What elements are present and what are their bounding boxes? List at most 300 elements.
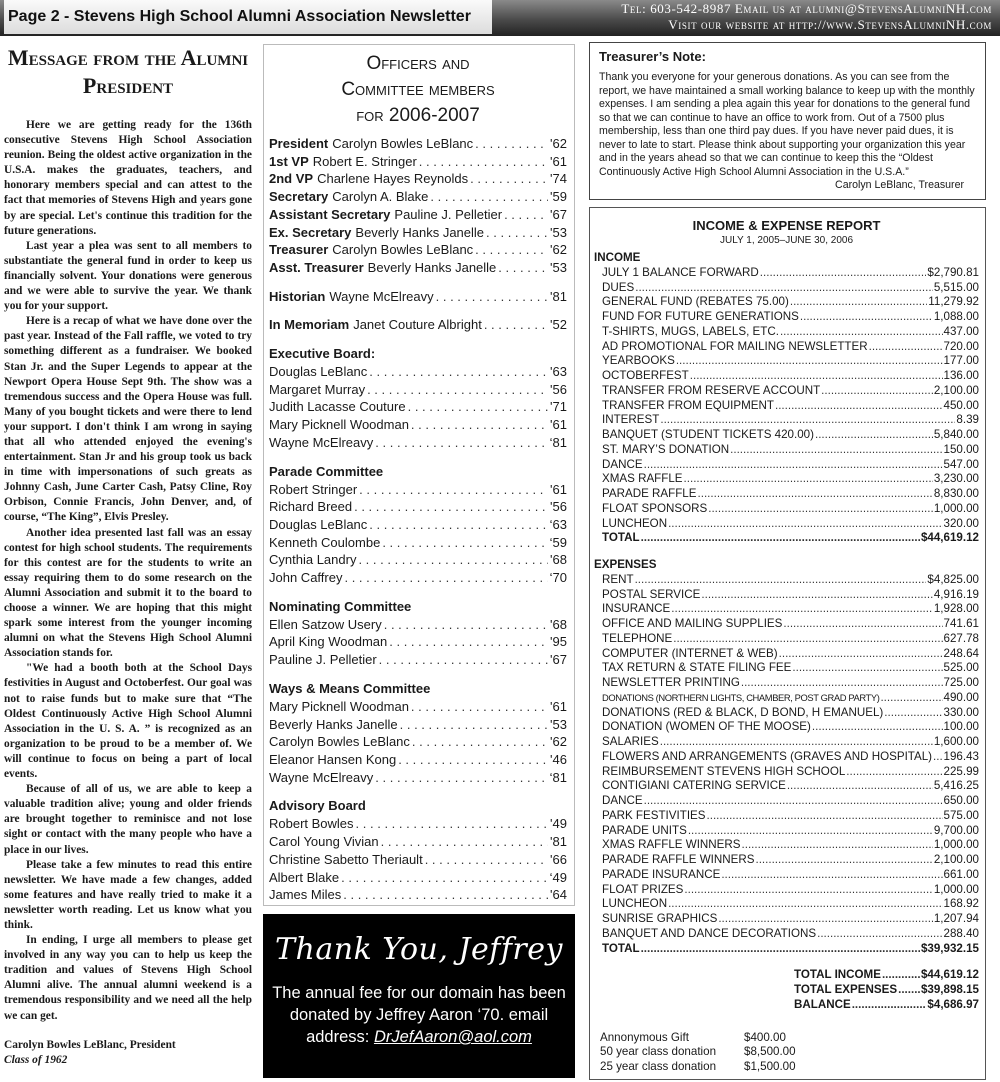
leader-dots — [701, 588, 932, 603]
expense-row — [594, 735, 979, 750]
expense-row-amount: 288.40 — [943, 926, 979, 940]
officers-box — [263, 44, 575, 906]
committee-member-row — [269, 769, 567, 787]
president-paragraph: Here we are getting ready for the 136th consecutive Stevens High School Association reunion. Being the oldest active organization in the U.S.A. makes the graduates, teachers, and honorary members special and can attest to the fact that memories of Stevens High and years gone by are special. Let's continue this tradition for the future generations. — [4, 119, 252, 237]
expense-row-amount: 5,416.25 — [933, 779, 979, 793]
summary-row-amount: $39,898.15 — [920, 983, 979, 996]
income-row-label: XMAS RAFFLE — [602, 472, 683, 486]
gift-label: Annonymous Gift — [600, 1030, 689, 1044]
president-class: Class of 1962 — [4, 1053, 68, 1066]
leader-dots — [367, 381, 548, 399]
expense-row-amount: 1,600.00 — [933, 735, 979, 748]
expense-row-label: PARK FESTIVITIES — [602, 808, 706, 822]
leader-dots — [676, 354, 943, 369]
officer-year: '53 — [550, 224, 567, 240]
expense-row-label: PARADE UNITS — [602, 823, 687, 837]
member-name: Cynthia Landry — [269, 552, 357, 568]
expense-row-amount: 330.00 — [943, 705, 979, 719]
expense-row — [594, 794, 979, 809]
gift-row — [600, 1031, 979, 1046]
member-name: Wayne McElreavy — [269, 769, 374, 785]
gift-amount: $8,500.00 — [744, 1045, 796, 1059]
income-row-label: DANCE — [602, 457, 643, 471]
expense-row-amount: 741.61 — [943, 617, 979, 630]
member-year: '62 — [550, 734, 567, 750]
income-row — [594, 399, 979, 414]
income-row-amount: 3,230.00 — [933, 472, 979, 486]
officer-role: Assistant Secretary — [269, 206, 391, 222]
leader-dots — [698, 487, 933, 502]
officer-year: '53 — [550, 259, 567, 275]
expense-row-label: REIMBURSEMENT STEVENS HIGH SCHOOL — [602, 764, 846, 778]
committee-heading: Nominating Committee — [269, 598, 412, 614]
summary-row-label: TOTAL INCOME — [794, 968, 881, 982]
member-year: '61 — [550, 698, 567, 714]
summary-row — [794, 983, 979, 998]
leader-dots — [708, 502, 933, 517]
income-row-label: JULY 1 BALANCE FORWARD — [602, 265, 759, 279]
member-name: Ellen Satzow Usery — [269, 616, 382, 632]
expense-row — [594, 573, 979, 588]
expense-row-amount: 1,000.00 — [933, 882, 979, 896]
president-paragraph: Please take a few minutes to read this entire newsletter. We have made a few changes, added some features and have really tried to make it a newsletter worth reading. Let us know what you think. — [4, 858, 252, 931]
income-row — [594, 369, 979, 384]
income-row-amount: 8.39 — [956, 413, 979, 427]
officer-name: Beverly Hanks Janelle — [367, 259, 497, 275]
leader-dots — [356, 815, 549, 833]
income-row-amount: 720.00 — [943, 339, 979, 353]
expense-row-label: DONATIONS (RED & BLACK, D BOND, H EMANUEL) — [602, 705, 884, 719]
president-message — [4, 44, 252, 1076]
expense-row-label: CONTIGIANI CATERING SERVICE — [602, 779, 786, 793]
leader-dots — [475, 241, 548, 259]
leader-dots — [644, 794, 943, 809]
leader-dots — [730, 443, 942, 458]
member-year: ‘59 — [549, 534, 567, 550]
income-row-label: INTEREST — [602, 413, 660, 427]
officer-name: Carolyn Bowles LeBlanc — [332, 136, 474, 151]
expense-row-label: XMAS RAFFLE WINNERS — [602, 838, 741, 852]
committee-member-row — [269, 733, 567, 751]
leader-dots — [369, 516, 547, 534]
income-row — [594, 310, 979, 325]
leader-dots — [933, 750, 942, 765]
summary-row — [794, 968, 979, 983]
expense-row-amount: 1,928.00 — [933, 602, 979, 616]
income-row-amount: $2,790.81 — [927, 265, 979, 279]
officer-name: Pauline J. Pelletier — [394, 206, 503, 222]
leader-dots — [379, 651, 548, 669]
income-row-label: OCTOBERFEST — [602, 369, 689, 382]
expense-row-label: PARADE RAFFLE WINNERS — [602, 853, 755, 866]
income-row — [594, 384, 979, 399]
income-row — [594, 428, 979, 443]
expense-row-amount: 490.00 — [943, 690, 979, 704]
committee-list — [269, 345, 567, 904]
treasurer-note-text: Thank you everyone for your generous donations. As you can see from the report, we have maintained a small working balance to keep up with the monthly expenses. I am sending a plea again this year for donations to the general fund so that we can continue to have an office to work from. Out of a 7500 plus membership, less than one third pay dues. If you have never paid dues, it is never to late to start. Please think about supporting your organization this year and in the years ahead so that we can continue to keep this the “Oldest Continuously Active High School Alumni Association in the U.S.A.” — [599, 71, 975, 178]
officer-row — [269, 316, 567, 334]
income-row — [594, 472, 979, 487]
income-row — [594, 340, 979, 355]
expense-row-amount: 248.64 — [943, 646, 979, 660]
leader-dots — [882, 968, 920, 983]
report-period: JULY 1, 2005–JUNE 30, 2006 — [719, 235, 854, 246]
leader-dots — [430, 188, 548, 206]
committee-member-row — [269, 815, 567, 833]
income-total-row — [594, 531, 979, 546]
leader-dots — [721, 868, 942, 883]
expense-row — [594, 632, 979, 647]
member-year: '49 — [550, 816, 567, 832]
member-name: Robert Bowles — [269, 816, 354, 832]
president-paragraph: Because of all of us, we are able to keep a valuable tradition alive; young and older friends are brought together to reminisce and not lose sight or contact with the many people who have a place in our lives. — [4, 783, 252, 856]
expense-row — [594, 927, 979, 942]
income-row-amount: 8,830.00 — [933, 487, 979, 500]
officer-row — [269, 224, 567, 242]
income-row-amount: 450.00 — [943, 398, 979, 412]
leader-dots — [341, 869, 548, 887]
gift-label: 50 year class donation — [600, 1045, 717, 1059]
expense-row-amount: 196.43 — [943, 749, 979, 763]
expense-row-amount: 525.00 — [943, 661, 979, 675]
expense-row-label: FLOWERS AND ARRANGEMENTS (GRAVES AND HOSPITAL) — [602, 749, 933, 763]
treasurer-note-title: Treasurer’s Note: — [599, 49, 706, 64]
leader-dots — [852, 998, 927, 1013]
leader-dots — [775, 399, 943, 414]
leader-dots — [486, 224, 548, 242]
expense-row — [594, 868, 979, 883]
gift-list — [594, 1031, 979, 1075]
leader-dots — [668, 897, 942, 912]
income-list — [594, 266, 979, 532]
member-year: ‘81 — [549, 434, 567, 450]
summary-row-label: BALANCE — [794, 997, 851, 1011]
committee-member-row — [269, 716, 567, 734]
income-row — [594, 413, 979, 428]
leader-dots — [382, 534, 547, 552]
income-row-label: LUNCHEON — [602, 516, 668, 530]
president-paragraph: "We had a booth both at the School Days festivities in August and Octoberfest. Our goal was not to raise funds but to make sure that “The Oldest Continuously Active High School Alumni Association in the U. S. A. ” is recognized as an organization to be proud to be a member of. We will continue to focus on being a part of local events. — [4, 662, 252, 781]
expense-row — [594, 824, 979, 839]
officer-row — [269, 259, 567, 277]
expense-row-amount: 725.00 — [943, 676, 979, 689]
leader-dots — [898, 983, 920, 998]
leader-dots — [718, 912, 933, 927]
expense-row — [594, 588, 979, 603]
leader-dots — [880, 691, 942, 706]
member-name: Carolyn Bowles LeBlanc — [269, 734, 410, 750]
member-year: ‘70 — [549, 570, 567, 586]
member-name: Pauline J. Pelletier — [269, 652, 377, 668]
expenses-total-label: TOTAL — [602, 941, 640, 955]
leader-dots — [375, 434, 547, 452]
leader-dots — [792, 661, 942, 676]
officer-name: Janet Couture Albright — [353, 317, 482, 333]
leader-dots — [821, 384, 933, 399]
member-year: ‘81 — [549, 769, 567, 785]
leader-dots — [707, 809, 943, 824]
leader-dots — [684, 472, 933, 487]
member-year: ‘49 — [549, 869, 567, 885]
member-year: ‘63 — [549, 516, 567, 532]
expense-row-label: NEWSLETTER PRINTING — [602, 676, 740, 689]
leader-dots — [741, 676, 943, 691]
officer-role: Ex. Secretary — [269, 224, 352, 240]
member-year: '46 — [550, 751, 567, 767]
thank-you-email-link[interactable]: DrJefAaron@aol.com — [373, 1028, 532, 1046]
committee-member-row — [269, 481, 567, 499]
leader-dots — [660, 735, 933, 750]
officer-year: '74 — [550, 171, 567, 187]
income-row-label: BANQUET (STUDENT TICKETS 420.00) — [602, 428, 814, 441]
income-row-amount: 547.00 — [943, 457, 979, 471]
officer-role: Historian — [269, 288, 326, 304]
officer-name: Robert E. Stringer — [312, 153, 417, 169]
treasurer-note — [589, 42, 986, 200]
income-row-label: TRANSFER FROM RESERVE ACCOUNT — [602, 383, 821, 397]
leader-dots — [800, 310, 933, 325]
income-total-label: TOTAL — [602, 531, 640, 545]
leader-dots — [358, 551, 548, 569]
officer-year: '67 — [550, 206, 567, 222]
income-row-amount: 320.00 — [943, 516, 979, 530]
expenses-total-amount: $39,932.15 — [920, 941, 979, 955]
contact-info — [621, 1, 992, 33]
officer-row — [269, 170, 567, 188]
expense-row — [594, 765, 979, 780]
member-name: Eleanor Hansen Kong — [269, 751, 397, 767]
committee-member-row — [269, 498, 567, 516]
income-row-label: ST. MARY’S DONATION — [602, 442, 730, 456]
officer-year: '62 — [550, 136, 567, 151]
officer-year: '62 — [550, 242, 567, 258]
committee-member-row — [269, 534, 567, 552]
expense-list — [594, 573, 979, 942]
leader-dots — [354, 498, 548, 516]
income-row-amount: 5,840.00 — [933, 428, 979, 441]
president-message-body — [4, 118, 252, 1024]
newsletter-title: Page 2 - Stevens High School Alumni Association Newsletter — [4, 0, 492, 34]
member-year: '95 — [550, 634, 567, 650]
officer-year: '61 — [550, 153, 567, 169]
officer-row — [269, 135, 567, 153]
expense-row-amount: 1,207.94 — [933, 912, 979, 925]
president-message-title: Message from the Alumni President — [7, 45, 249, 98]
income-row — [594, 354, 979, 369]
leader-dots — [690, 369, 943, 384]
officer-row — [269, 188, 567, 206]
officer-row — [269, 288, 567, 306]
officer-name: Carolyn Bowles LeBlanc — [332, 242, 474, 258]
report-summary — [794, 968, 979, 1012]
expense-row-amount: 9,700.00 — [933, 823, 979, 837]
officer-row — [269, 153, 567, 171]
member-name: Richard Breed — [269, 499, 353, 515]
expense-row — [594, 779, 979, 794]
committee-member-row — [269, 569, 567, 587]
income-row-label: GENERAL FUND (REBATES 75.00) — [602, 295, 789, 309]
summary-row-label: TOTAL EXPENSES — [794, 983, 898, 996]
income-row — [594, 502, 979, 517]
leader-dots — [869, 340, 943, 355]
income-row — [594, 325, 979, 340]
officers-title — [269, 51, 567, 129]
leader-dots — [411, 698, 548, 716]
officer-year: '52 — [550, 317, 567, 333]
contact-line-2: Visit our website at http://www.StevensAlumniNH.com — [668, 17, 992, 32]
leader-dots — [343, 886, 548, 904]
income-row-label: T-SHIRTS, MUGS, LABELS, ETC. — [602, 324, 779, 338]
leader-dots — [384, 616, 548, 634]
summary-row-amount: $4,686.97 — [927, 997, 979, 1011]
leader-dots — [635, 573, 927, 588]
officer-name: Charlene Hayes Reynolds — [317, 171, 469, 187]
member-year: '64 — [550, 887, 567, 903]
committee-member-row — [269, 398, 567, 416]
expense-row-label: POSTAL SERVICE — [602, 587, 701, 601]
president-paragraph: Here is a recap of what we have done over the past year. Instead of the Fall raffle, we voted to try something different as a fundraiser. We booked Stan Jr. and the Super Legends to appear at the Newport Opera House Sept 9th. The show was a tremendous success and the Opera House was full. Many of you bought tickets and were there to lend your support. I don't think I am wrong in saying that all who attended enjoyed the evening's entertainment. Stan Jr and his group took us back in time with impersonations of such greats as Johnny Cash, June Carter Cash, Patsy Cline, Roy Orbison, Connie Francis, John Denver, and, of course, “The King”, Elvis Presley. — [4, 315, 252, 524]
leader-dots — [425, 851, 548, 869]
expense-row-label: PARADE INSURANCE — [602, 867, 721, 881]
gift-label: 25 year class donation — [600, 1060, 717, 1073]
leader-dots — [369, 363, 548, 381]
income-row-amount: 5,515.00 — [933, 280, 979, 294]
page-header — [0, 0, 1000, 36]
income-row-label: TRANSFER FROM EQUIPMENT — [602, 398, 774, 412]
member-name: Douglas LeBlanc — [269, 516, 368, 532]
contact-line-1: Tel: 603-542-8987 Email us at alumni@StevensAlumniNH.com — [621, 1, 992, 16]
expense-row-label: SALARIES — [602, 735, 659, 748]
member-name: April King Woodman — [269, 634, 388, 650]
leader-dots — [400, 716, 548, 734]
expense-row — [594, 691, 979, 706]
officer-role: 1st VP — [269, 153, 309, 169]
committee-member-row — [269, 381, 567, 399]
member-year: '56 — [550, 381, 567, 397]
committee-member-row — [269, 751, 567, 769]
officer-role: Asst. Treasurer — [269, 259, 364, 275]
expense-row — [594, 838, 979, 853]
expense-row — [594, 676, 979, 691]
officer-year: '59 — [550, 189, 567, 205]
leader-dots — [359, 481, 548, 499]
leader-dots — [760, 266, 927, 281]
income-row — [594, 487, 979, 502]
gift-row — [600, 1045, 979, 1060]
income-row — [594, 458, 979, 473]
expense-row-label: OFFICE AND MAILING SUPPLIES — [602, 617, 783, 630]
president-paragraph: Last year a plea was sent to all members to substantiate the general fund in order to keep us financially solvent. Your donations were generous and we were able to survive the year. We thank you for your support. — [4, 239, 252, 313]
historian-row — [269, 288, 567, 306]
leader-dots — [673, 632, 942, 647]
expense-row-label: COMPUTER (INTERNET & WEB) — [602, 646, 778, 660]
income-row-amount: 1,000.00 — [933, 501, 979, 515]
leader-dots — [846, 765, 942, 780]
member-year: '61 — [550, 417, 567, 433]
member-name: Mary Picknell Woodman — [269, 417, 409, 433]
leader-dots — [344, 569, 547, 587]
member-name: Beverly Hanks Janelle — [269, 716, 398, 732]
officers-title-line: Committee members — [341, 79, 495, 100]
member-year: '61 — [550, 481, 567, 497]
income-row-label: AD PROMOTIONAL FOR MAILING NEWSLETTER — [602, 339, 868, 353]
expenses-heading: EXPENSES — [594, 558, 657, 571]
gift-row — [600, 1060, 979, 1075]
expense-row-amount: 661.00 — [943, 867, 979, 881]
leader-dots — [660, 413, 955, 428]
expense-row-amount: 575.00 — [943, 808, 979, 822]
leader-dots — [779, 647, 943, 662]
expense-row-label: TAX RETURN & STATE FILING FEE — [602, 661, 792, 675]
treasurer-signature: Carolyn LeBlanc, Treasurer — [835, 179, 964, 191]
income-row-label: PARADE RAFFLE — [602, 487, 697, 500]
expense-row — [594, 883, 979, 898]
income-row — [594, 281, 979, 296]
expense-row-amount: 225.99 — [943, 764, 979, 778]
memoriam-row — [269, 316, 567, 334]
income-row — [594, 295, 979, 310]
committee-heading: Advisory Board — [269, 798, 366, 814]
leader-dots — [419, 153, 548, 171]
income-row-amount: 437.00 — [943, 324, 979, 338]
income-total-amount: $44,619.12 — [920, 531, 979, 545]
leader-dots — [436, 288, 548, 306]
expense-row-label: INSURANCE — [602, 602, 671, 616]
income-row-label: YEARBOOKS — [602, 354, 675, 368]
committee-member-row — [269, 516, 567, 534]
expense-row — [594, 853, 979, 868]
leader-dots — [470, 170, 548, 188]
president-signature: Carolyn Bowles LeBlanc, President — [4, 1038, 176, 1051]
income-row-amount: 177.00 — [943, 354, 979, 368]
leader-dots — [484, 316, 548, 334]
member-name: John Caffrey — [269, 570, 343, 586]
member-year: '81 — [550, 834, 567, 850]
member-name: Carol Young Vivian — [269, 834, 379, 850]
committee-member-row — [269, 651, 567, 669]
member-name: Wayne McElreavy — [269, 434, 374, 450]
officer-name: Carolyn A. Blake — [332, 189, 429, 205]
committee-member-row — [269, 698, 567, 716]
gift-amount: $400.00 — [744, 1030, 786, 1044]
expense-row — [594, 647, 979, 662]
member-name: Douglas LeBlanc — [269, 364, 368, 380]
income-row-amount: 11,279.92 — [928, 295, 979, 309]
member-name: Margaret Murray — [269, 381, 366, 397]
officer-role: Treasurer — [269, 242, 329, 258]
thank-you-box — [263, 914, 575, 1078]
income-row — [594, 517, 979, 532]
officer-list — [269, 135, 567, 277]
committee-heading: Executive Board: — [269, 346, 376, 362]
leader-dots — [389, 633, 548, 651]
member-year: '71 — [550, 399, 567, 415]
committee-member-row — [269, 851, 567, 869]
expense-row-label: SUNRISE GRAPHICS — [602, 912, 718, 925]
committee-member-row — [269, 833, 567, 851]
leader-dots — [787, 779, 933, 794]
committee-member-row — [269, 633, 567, 651]
leader-dots — [688, 824, 933, 839]
leader-dots — [635, 281, 933, 296]
officer-row — [269, 206, 567, 224]
expense-row-label: DONATION (WOMEN OF THE MOOSE) — [602, 720, 811, 734]
expense-row — [594, 661, 979, 676]
expense-row-amount: 2,100.00 — [933, 853, 979, 866]
member-name: Christine Sabetto Theriault — [269, 851, 423, 867]
thank-you-text — [263, 982, 575, 1048]
member-name: Robert Stringer — [269, 481, 358, 497]
